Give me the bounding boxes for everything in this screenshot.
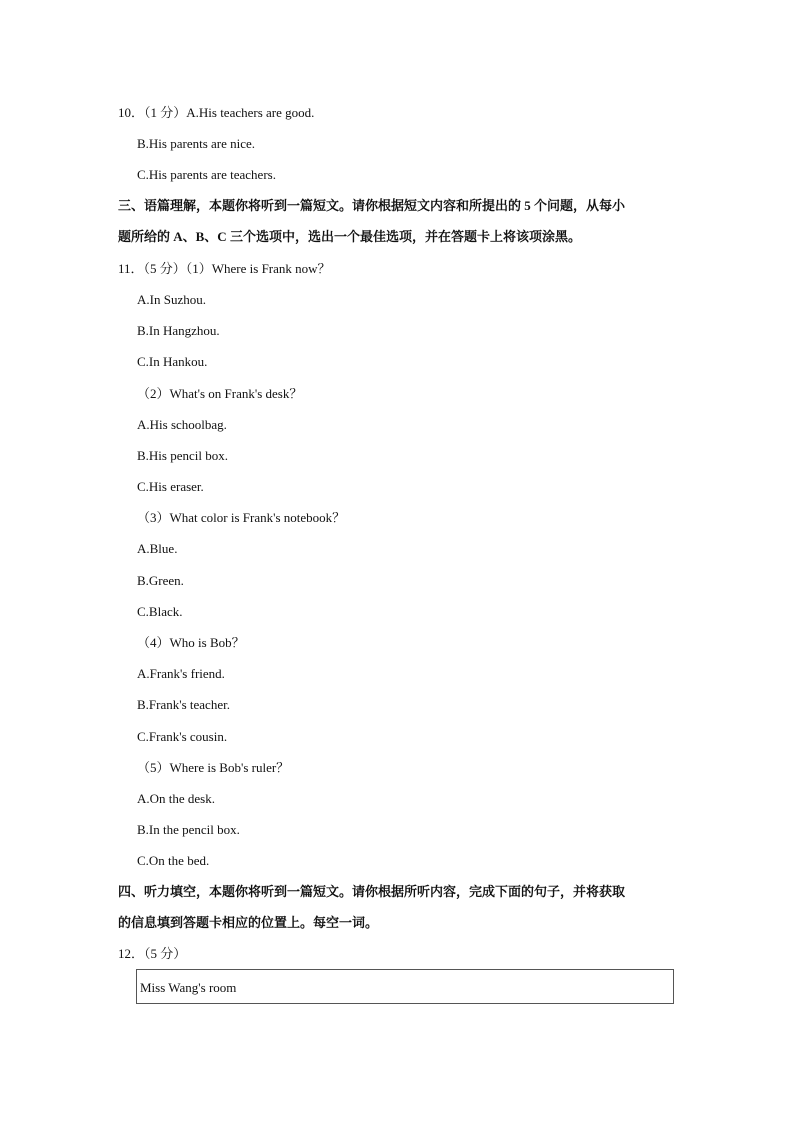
q10-option-b: B.His parents are nice. xyxy=(137,136,256,151)
q11-1-option-a: A.In Suzhou. xyxy=(137,292,206,307)
q11-5-option-c: C.On the bed. xyxy=(137,853,210,868)
q11-1-option-c: C.In Hankou. xyxy=(137,354,208,369)
q10-stem: 10．（1 分）A.His teachers are good. xyxy=(118,105,315,120)
q11-stem: 11．（5 分）（1）Where is Frank now？ xyxy=(118,261,331,276)
q11-4-option-c: C.Frank's cousin. xyxy=(137,729,228,744)
q11-2-stem: （2）What's on Frank's desk？ xyxy=(137,386,303,401)
q11-1-option-b: B.In Hangzhou. xyxy=(137,323,220,338)
q11-2-option-b: B.His pencil box. xyxy=(137,448,228,463)
q11-5-option-b: B.In the pencil box. xyxy=(137,822,240,837)
q10-option-c: C.His parents are teachers. xyxy=(137,167,276,182)
q11-5-stem: （5）Where is Bob's ruler？ xyxy=(137,760,290,775)
section-3-line-1: 三、语篇理解，本题你将听到一篇短文。请你根据短文内容和所提出的 5 个问题，从每小 xyxy=(118,198,626,213)
q12-answer-box xyxy=(136,969,674,1004)
q11-3-option-c: C.Black. xyxy=(137,604,183,619)
q11-5-option-a: A.On the desk. xyxy=(137,791,215,806)
q11-3-option-b: B.Green. xyxy=(137,573,184,588)
q12-stem: 12．（5 分） xyxy=(118,946,187,961)
q11-4-stem: （4）Who is Bob？ xyxy=(137,635,245,650)
q11-3-stem: （3）What color is Frank's notebook？ xyxy=(137,510,346,525)
section-4-line-2: 的信息填到答题卡相应的位置上。每空一词。 xyxy=(118,915,379,930)
q11-2-option-c: C.His eraser. xyxy=(137,479,204,494)
q11-2-option-a: A.His schoolbag. xyxy=(137,417,227,432)
section-3-line-2: 题所给的 A、B、C 三个选项中，选出一个最佳选项，并在答题卡上将该项涂黑。 xyxy=(118,229,581,244)
section-4-line-1: 四、听力填空，本题你将听到一篇短文。请你根据所听内容，完成下面的句子，并将获取 xyxy=(118,884,626,899)
q12-box-text: Miss Wang's room xyxy=(140,980,237,995)
q11-4-option-b: B.Frank's teacher. xyxy=(137,697,230,712)
q11-3-option-a: A.Blue. xyxy=(137,541,178,556)
q11-4-option-a: A.Frank's friend. xyxy=(137,666,225,681)
